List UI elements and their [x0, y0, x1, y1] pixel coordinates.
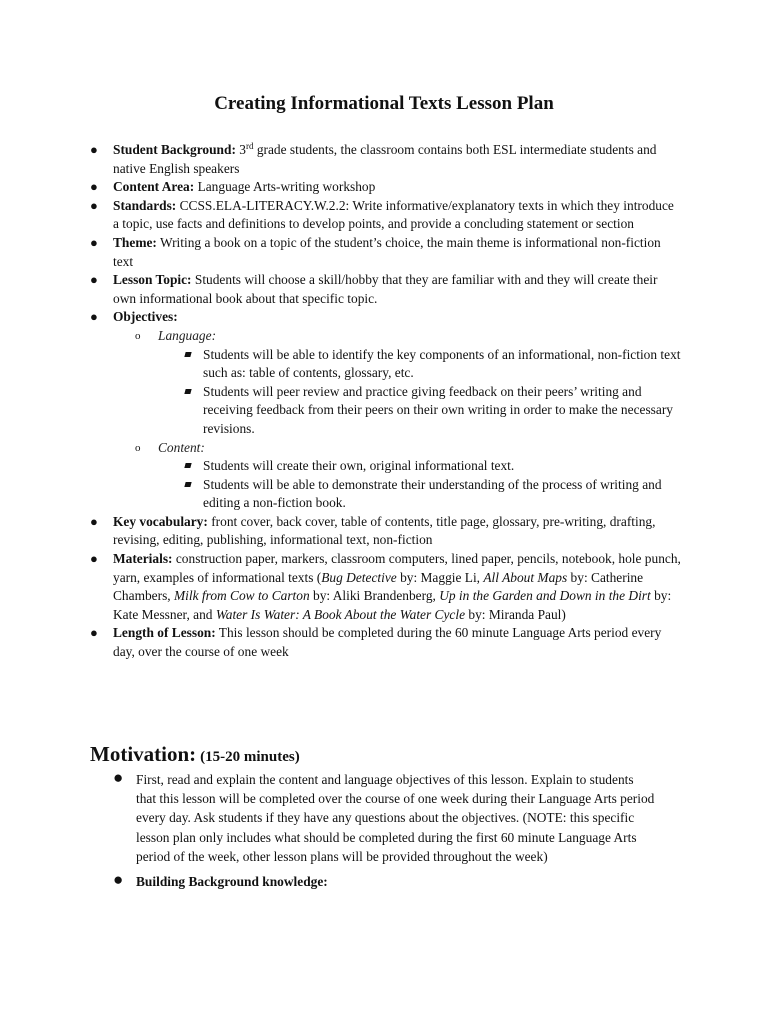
book-author: by: Kate Messner, and [113, 588, 672, 622]
book-title: Up in the Garden and Down in the Dirt [439, 588, 651, 604]
list-item-length-of-lesson [90, 624, 683, 661]
book-title: All About Maps [483, 569, 568, 585]
objective-item [203, 346, 683, 383]
item-text: grade students, the classroom contains both ESL intermediate students and native English speakers [113, 142, 657, 176]
list-item-key-vocabulary [90, 513, 683, 550]
bullet-icon: ● [90, 179, 98, 195]
bullet-icon: ● [90, 272, 98, 288]
bullet-icon: ● [90, 197, 98, 213]
bullet-icon: ● [90, 234, 98, 250]
square-bullet-icon [184, 482, 191, 487]
item-label: Objectives: [113, 309, 178, 325]
book-author: by: Aliki Brandenberg, [309, 588, 440, 604]
objective-text: Students will be able to identify the key components of an informational, non-fiction text such as: table of contents, glossary, etc. [203, 346, 681, 381]
bullet-icon: ● [113, 870, 124, 890]
item-text: front cover, back cover, table of contents, title page, glossary, pre-writing, drafting, revising, editing, publishing, informational text, non-fiction [113, 513, 656, 548]
list-item-theme [90, 234, 683, 271]
motivation-heading [90, 742, 300, 767]
item-label: Theme: [113, 234, 157, 250]
book-title: Milk from Cow to Carton [174, 588, 310, 604]
item-label: Content Area: [113, 179, 195, 195]
bullet-icon: ● [90, 625, 98, 641]
section-heading: Motivation: [90, 742, 197, 766]
grade-suffix: rd [245, 141, 254, 151]
objectives-language [135, 327, 683, 346]
list-item-objectives [90, 308, 683, 327]
grade-number: 3 [239, 142, 246, 157]
item-label: Building Background knowledge: [136, 874, 328, 890]
item-text: Students will choose a skill/hobby that they are familiar with and they will create their own informational book about that specific topic. [113, 272, 658, 306]
item-label: Length of Lesson: [113, 625, 216, 641]
item-label: Materials: [113, 551, 173, 567]
list-item-lesson-topic [90, 271, 683, 308]
book-title: Water Is Water: A Book About the Water Cycle [215, 606, 466, 622]
bullet-icon: ● [90, 513, 98, 529]
book-title: Bug Detective [321, 569, 397, 585]
item-label: Lesson Topic: [113, 272, 192, 288]
item-text: Language Arts-writing workshop [197, 179, 376, 195]
bullet-icon: ● [90, 551, 98, 567]
motivation-list [113, 768, 656, 897]
book-author: by: Maggie Li, [396, 569, 484, 585]
sub-label: Content: [158, 439, 205, 455]
objective-item [203, 476, 683, 513]
circle-bullet-icon: o [135, 329, 141, 342]
item-text: construction paper, markers, classroom computers, lined paper, pencils, notebook, hole punch, yarn, examples of informational texts ( [113, 551, 681, 585]
objective-item [203, 457, 683, 476]
book-author: by: Miranda Paul) [465, 606, 566, 622]
book-author: by: Catherine Chambers, [113, 569, 644, 604]
section-duration: (15-20 minutes) [200, 749, 300, 765]
list-item [113, 870, 656, 891]
item-text: CCSS.ELA-LITERACY.W.2.2: Write informative/explanatory texts in which they introduce a topic, use facts and definitions to develop points, and provide a concluding statement or section [113, 197, 674, 232]
objective-item [203, 383, 683, 439]
objectives-content [135, 439, 683, 458]
lesson-overview-list [90, 141, 683, 662]
list-item-standards [90, 197, 683, 234]
item-text: Writing a book on a topic of the student’s choice, the main theme is informational non-fiction text [113, 234, 661, 269]
item-label: Key vocabulary: [113, 513, 208, 529]
list-item-materials [90, 550, 683, 624]
bullet-icon: ● [90, 142, 98, 157]
objective-text: Students will create their own, original informational text. [203, 458, 515, 474]
item-label: Student Background: [113, 142, 236, 157]
item-text: First, read and explain the content and language objectives of this lesson. Explain to students that this lesson will be completed over the course of one week during their Language Arts period every day. Ask students if they have any questions about the objectives. (NOTE: this specific lesson plan only includes what should be completed during the first 60 minute Language Arts period of the week, other lesson plans will be provided throughout the week) [136, 772, 655, 864]
document-title: Creating Informational Texts Lesson Plan [214, 93, 554, 114]
square-bullet-icon [184, 389, 191, 394]
list-item-student-background [90, 141, 683, 178]
circle-bullet-icon: o [135, 441, 141, 454]
list-item-content-area [90, 178, 683, 197]
list-item [113, 768, 656, 866]
sub-label: Language: [158, 327, 217, 343]
bullet-icon: ● [90, 309, 98, 325]
item-text: This lesson should be completed during the 60 minute Language Arts period every day, over the course of one week [113, 625, 662, 660]
square-bullet-icon [184, 463, 191, 468]
objective-text: Students will be able to demonstrate their understanding of the process of writing and editing a non-fiction book. [203, 476, 662, 511]
bullet-icon: ● [113, 768, 124, 787]
square-bullet-icon [184, 352, 191, 357]
item-label: Standards: [113, 197, 177, 213]
objective-text: Students will peer review and practice giving feedback on their peers’ writing and receiving feedback from their peers on their own writing in order to make the necessary revisions. [203, 383, 673, 436]
